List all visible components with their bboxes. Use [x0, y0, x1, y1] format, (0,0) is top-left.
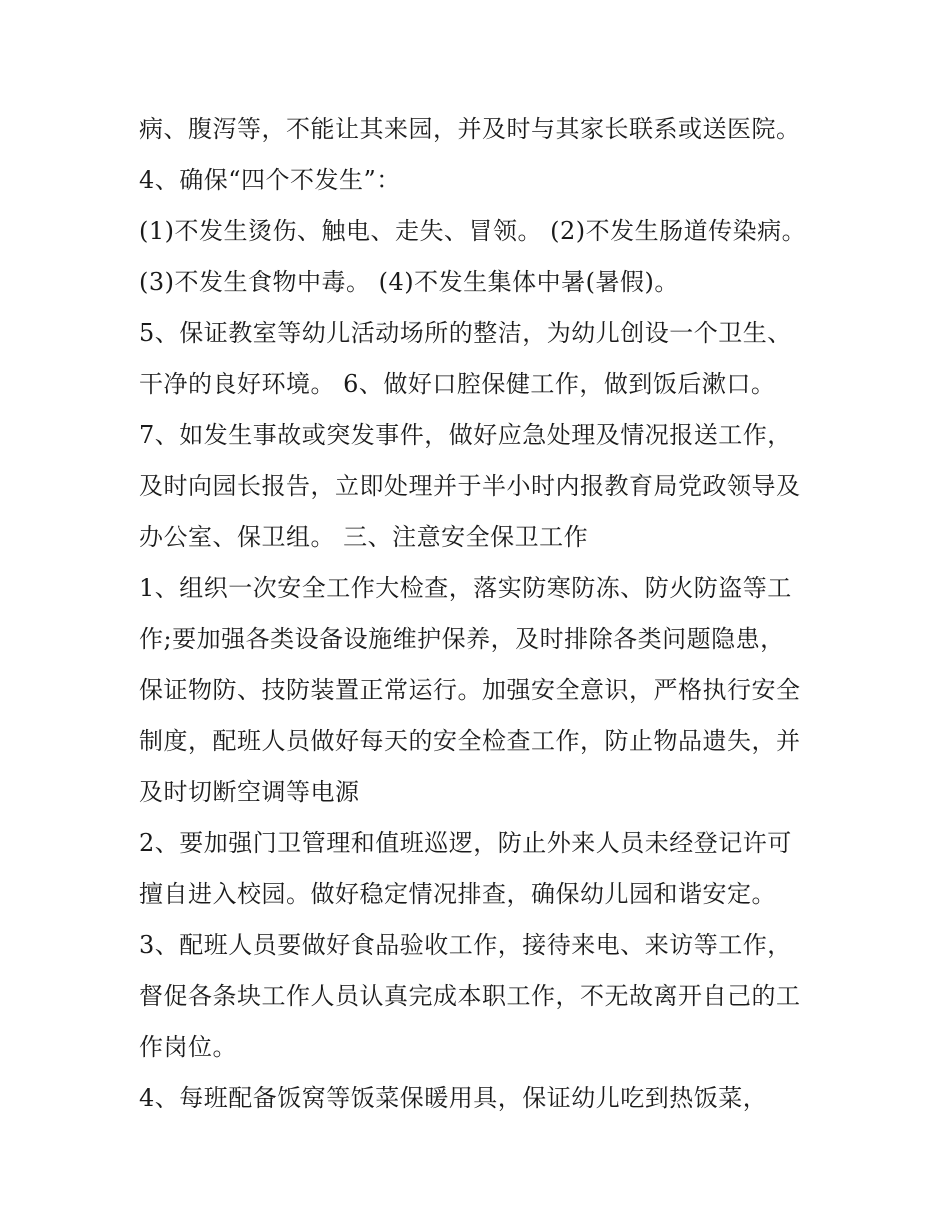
text-line: 7、如发生事故或突发事件，做好应急处理及情况报送工作，	[139, 421, 792, 449]
text-line: 作;要加强各类设备设施维护保养，及时排除各类问题隐患，	[139, 625, 785, 653]
text-line: 干净的良好环境。 6、做好口腔保健工作，做到饭后漱口。	[139, 370, 776, 398]
text-line: 5、保证教室等幼儿活动场所的整洁，为幼儿创设一个卫生、	[139, 319, 792, 347]
document-body	[139, 104, 829, 1124]
text-line: 督促各条块工作人员认真完成本职工作，不无故离开自己的工	[139, 982, 801, 1010]
text-line: 及时切断空调等电源	[139, 778, 360, 806]
text-line: 作岗位。	[139, 1033, 237, 1061]
text-line: 2、要加强门卫管理和值班巡逻，防止外来人员未经登记许可	[139, 829, 792, 857]
text-line: 办公室、保卫组。 三、注意安全保卫工作	[139, 523, 589, 551]
text-line: (1)不发生烫伤、触电、走失、冒领。 (2)不发生肠道传染病。	[139, 217, 807, 245]
text-line: 及时向园长报告，立即处理并于半小时内报教育局党政领导及	[139, 472, 801, 500]
text-line: 制度，配班人员做好每天的安全检查工作，防止物品遗失，并	[139, 727, 801, 755]
text-line: 1、组织一次安全工作大检查，落实防寒防冻、防火防盗等工	[139, 574, 792, 602]
text-line: 保证物防、技防装置正常运行。加强安全意识，严格执行安全	[139, 676, 801, 704]
text-line: 4、每班配备饭窝等饭菜保暖用具，保证幼儿吃到热饭菜，	[139, 1084, 768, 1112]
text-line: 3、配班人员要做好食品验收工作，接待来电、来访等工作，	[139, 931, 792, 959]
text-line: (3)不发生食物中毒。 (4)不发生集体中暑(暑假)。	[139, 268, 679, 296]
text-line: 病、腹泻等，不能让其来园，并及时与其家长联系或送医院。	[139, 115, 801, 143]
text-line: 4、确保“四个不发生”：	[139, 166, 401, 194]
text-line: 擅自进入校园。做好稳定情况排查，确保幼儿园和谐安定。	[139, 880, 776, 908]
